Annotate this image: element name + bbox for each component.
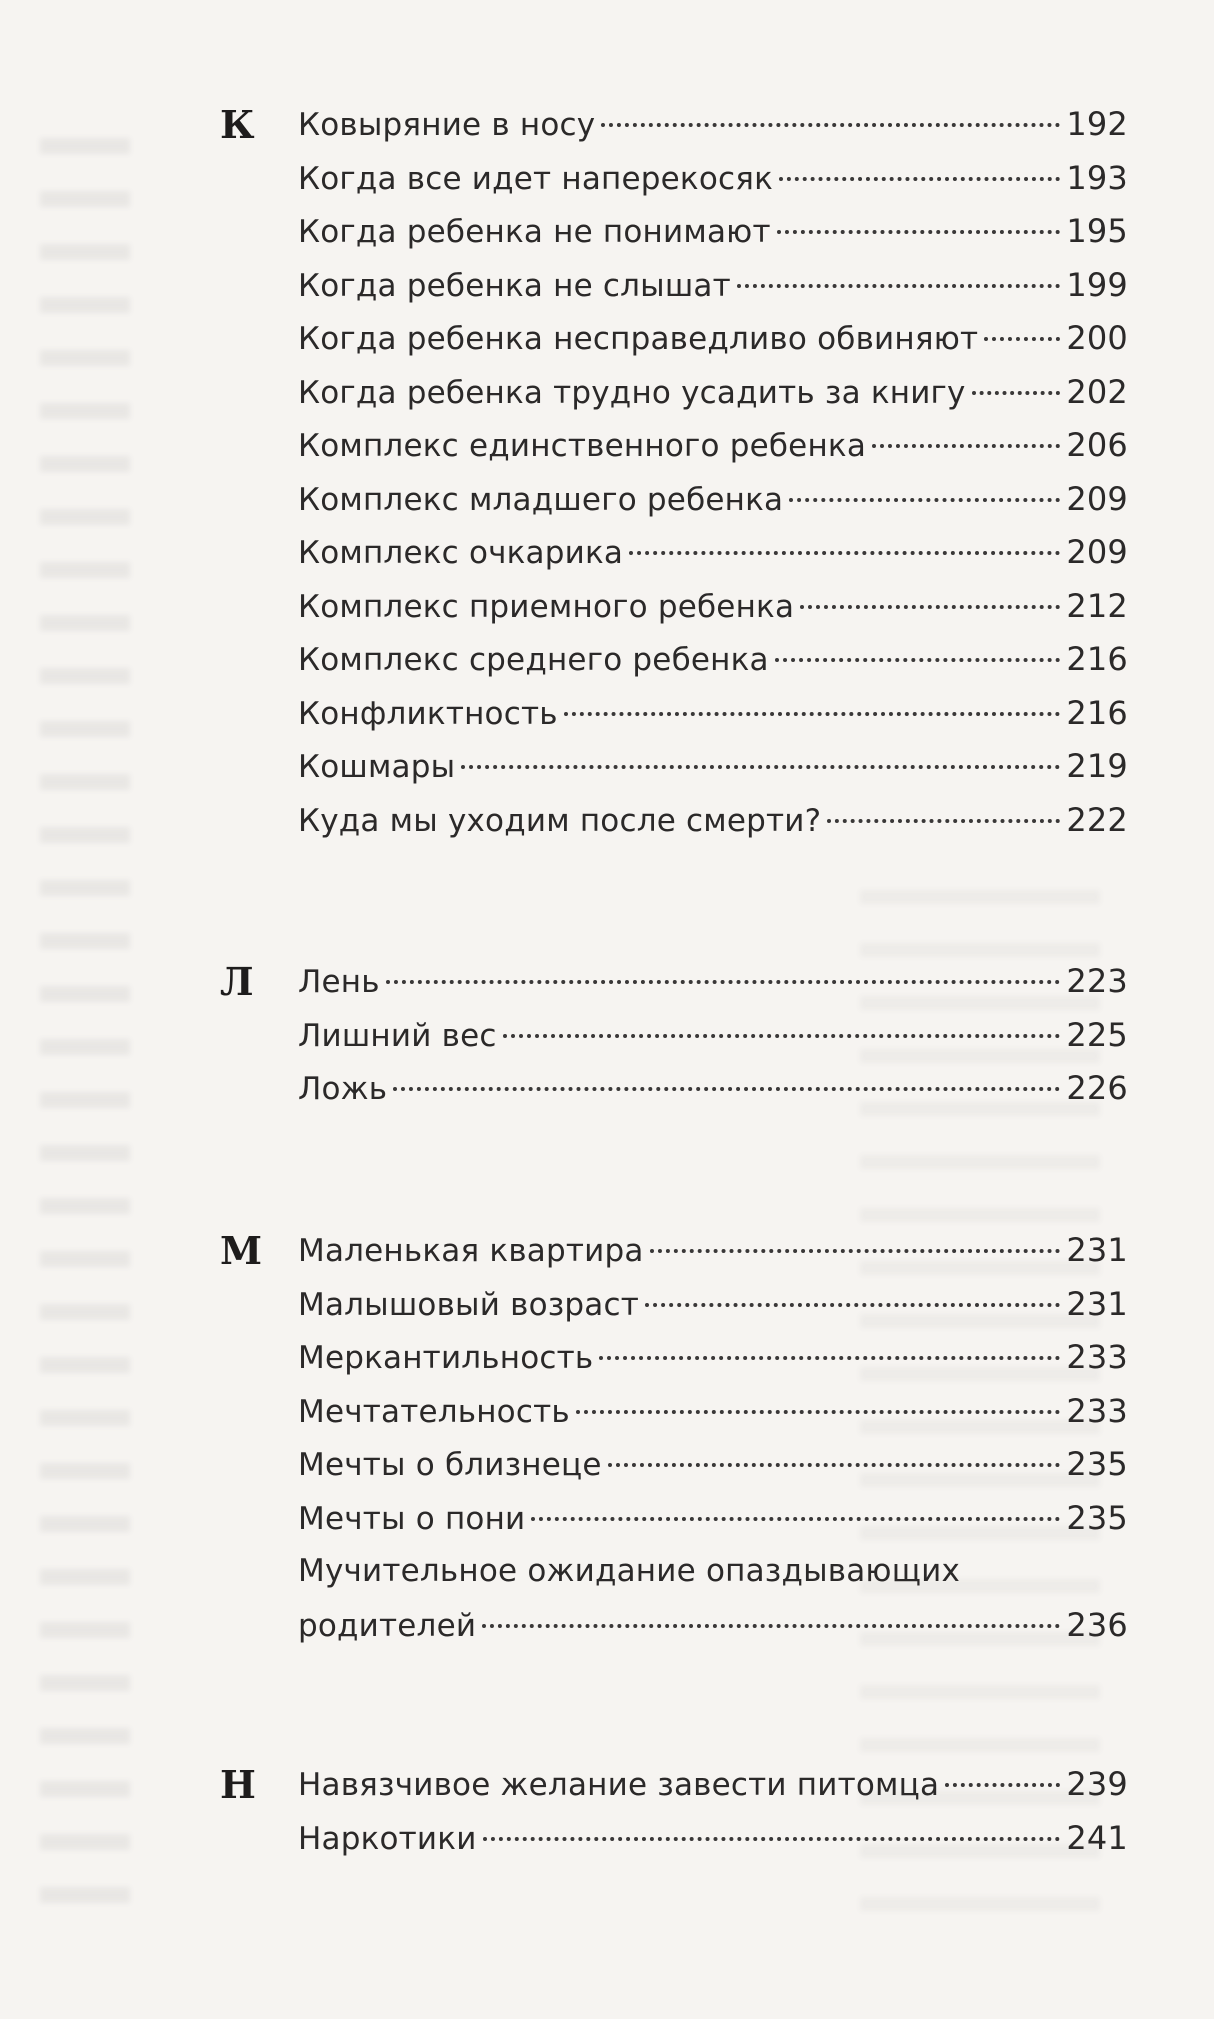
entry-page-number: 235 xyxy=(1066,1498,1128,1537)
entry-title: Мечты о близнеце xyxy=(298,1447,602,1483)
entry-title: Мечты о пони xyxy=(298,1500,526,1537)
entry-page-number: 233 xyxy=(1066,1338,1128,1376)
index-entry xyxy=(298,473,1128,527)
index-entry xyxy=(298,687,1128,741)
entry-page-number: 209 xyxy=(1066,533,1128,571)
entry-page-number: 206 xyxy=(1066,426,1128,464)
entry-page-number: 192 xyxy=(1066,105,1128,143)
entry-title: Маленькая квартира xyxy=(298,1233,644,1269)
entry-page-number: 225 xyxy=(1066,1015,1128,1054)
section-letter: Л xyxy=(220,959,254,1004)
entry-page-number: 202 xyxy=(1066,372,1128,411)
dot-leader xyxy=(608,1463,1061,1467)
entry-title: Малышовый возраст xyxy=(298,1286,640,1323)
entry-title: Навязчивое желание завести питомца xyxy=(298,1767,940,1803)
entry-title: Конфликтность xyxy=(298,695,558,732)
dot-leader xyxy=(972,391,1061,395)
reverse-page-bleed xyxy=(40,110,130,1910)
entry-title: Когда ребенка не понимают xyxy=(298,214,771,250)
index-entry xyxy=(298,98,1128,152)
index-entry xyxy=(298,1758,1128,1812)
entry-title: Лень xyxy=(298,964,380,1000)
dot-leader xyxy=(576,1410,1061,1414)
dot-leader xyxy=(984,337,1060,341)
dot-leader xyxy=(872,444,1060,448)
dot-leader xyxy=(645,1303,1060,1307)
entry-page-number: 193 xyxy=(1066,158,1128,197)
entry-page-number: 233 xyxy=(1066,1391,1128,1430)
entry-page-number: 241 xyxy=(1066,1818,1128,1857)
entry-page-number: 236 xyxy=(1066,1605,1128,1644)
entry-list xyxy=(298,955,1128,1116)
index-entry xyxy=(298,1278,1128,1332)
dot-leader xyxy=(503,1034,1061,1038)
dot-leader xyxy=(827,819,1060,823)
entry-title: Мечтательность xyxy=(298,1393,570,1430)
index-entry xyxy=(298,794,1128,848)
dot-leader xyxy=(800,605,1060,609)
index-entry xyxy=(298,1599,1128,1653)
entry-page-number: 209 xyxy=(1066,479,1128,518)
index-entry xyxy=(298,259,1128,313)
entry-list xyxy=(298,1758,1128,1865)
entry-page-number: 216 xyxy=(1066,693,1128,732)
index-entry xyxy=(298,955,1128,1009)
index-entry xyxy=(298,366,1128,420)
index-entry-first-line xyxy=(298,1545,1128,1599)
entry-title: родителей xyxy=(298,1607,477,1644)
entry-title: Когда ребенка трудно усадить за книгу xyxy=(298,374,966,411)
entry-page-number: 231 xyxy=(1066,1231,1128,1269)
entry-title: Когда ребенка несправедливо обвиняют xyxy=(298,321,979,357)
entry-page-number: 231 xyxy=(1066,1284,1128,1323)
index-entry xyxy=(298,1009,1128,1063)
dot-leader xyxy=(482,1624,1060,1628)
dot-leader xyxy=(775,658,1061,662)
index-entry xyxy=(298,1492,1128,1546)
dot-leader xyxy=(737,284,1060,288)
entry-page-number: 222 xyxy=(1066,800,1128,839)
index-entry xyxy=(298,205,1128,259)
dot-leader xyxy=(777,230,1061,234)
dot-leader xyxy=(601,123,1060,127)
index-entry xyxy=(298,1812,1128,1866)
entry-page-number: 223 xyxy=(1066,962,1128,1000)
dot-leader xyxy=(779,177,1060,181)
entry-page-number: 212 xyxy=(1066,586,1128,625)
entry-title: Комплекс единственного ребенка xyxy=(298,428,867,464)
index-entry xyxy=(298,1062,1128,1116)
entry-page-number: 239 xyxy=(1066,1765,1128,1803)
entry-page-number: 216 xyxy=(1066,640,1128,678)
entry-list xyxy=(298,1224,1128,1652)
entry-page-number: 226 xyxy=(1066,1069,1128,1107)
entry-title-line1: Мучительное ожидание опаздывающих xyxy=(298,1553,961,1589)
dot-leader xyxy=(386,980,1061,984)
entry-page-number: 219 xyxy=(1066,747,1128,785)
entry-title: Когда ребенка не слышат xyxy=(298,267,731,304)
entry-title: Меркантильность xyxy=(298,1340,594,1376)
dot-leader xyxy=(945,1783,1060,1787)
index-entry xyxy=(298,1385,1128,1439)
dot-leader xyxy=(531,1517,1060,1521)
dot-leader xyxy=(483,1837,1061,1841)
section-letter: М xyxy=(220,1228,263,1273)
index-entry xyxy=(298,580,1128,634)
entry-page-number: 195 xyxy=(1066,212,1128,250)
dot-leader xyxy=(393,1087,1060,1091)
dot-leader xyxy=(461,765,1060,769)
entry-title: Комплекс очкарика xyxy=(298,535,624,571)
entry-title: Когда все идет наперекосяк xyxy=(298,160,774,197)
index-entry xyxy=(298,152,1128,206)
entry-title: Комплекс среднего ребенка xyxy=(298,642,769,678)
entry-title: Ложь xyxy=(298,1071,388,1107)
index-entry xyxy=(298,740,1128,794)
entry-title: Наркотики xyxy=(298,1820,477,1857)
dot-leader xyxy=(564,712,1061,716)
entry-title: Комплекс приемного ребенка xyxy=(298,588,795,625)
entry-title: Комплекс младшего ребенка xyxy=(298,481,784,518)
entry-page-number: 200 xyxy=(1066,319,1128,357)
index-entry xyxy=(298,526,1128,580)
index-entry xyxy=(298,419,1128,473)
index-entry xyxy=(298,1438,1128,1492)
index-entry xyxy=(298,1224,1128,1278)
entry-title: Ковыряние в носу xyxy=(298,107,596,143)
entry-title: Куда мы уходим после смерти? xyxy=(298,802,822,839)
section-letter: К xyxy=(220,102,255,147)
dot-leader xyxy=(629,551,1060,555)
entry-title: Лишний вес xyxy=(298,1017,497,1054)
entry-title: Кошмары xyxy=(298,749,456,785)
dot-leader xyxy=(599,1356,1060,1360)
entry-list xyxy=(298,98,1128,847)
dot-leader xyxy=(650,1249,1061,1253)
index-entry xyxy=(298,633,1128,687)
index-entry xyxy=(298,312,1128,366)
index-entry xyxy=(298,1331,1128,1385)
dot-leader xyxy=(789,498,1060,502)
entry-page-number: 235 xyxy=(1066,1445,1128,1483)
section-letter: Н xyxy=(220,1762,256,1807)
entry-page-number: 199 xyxy=(1066,265,1128,304)
